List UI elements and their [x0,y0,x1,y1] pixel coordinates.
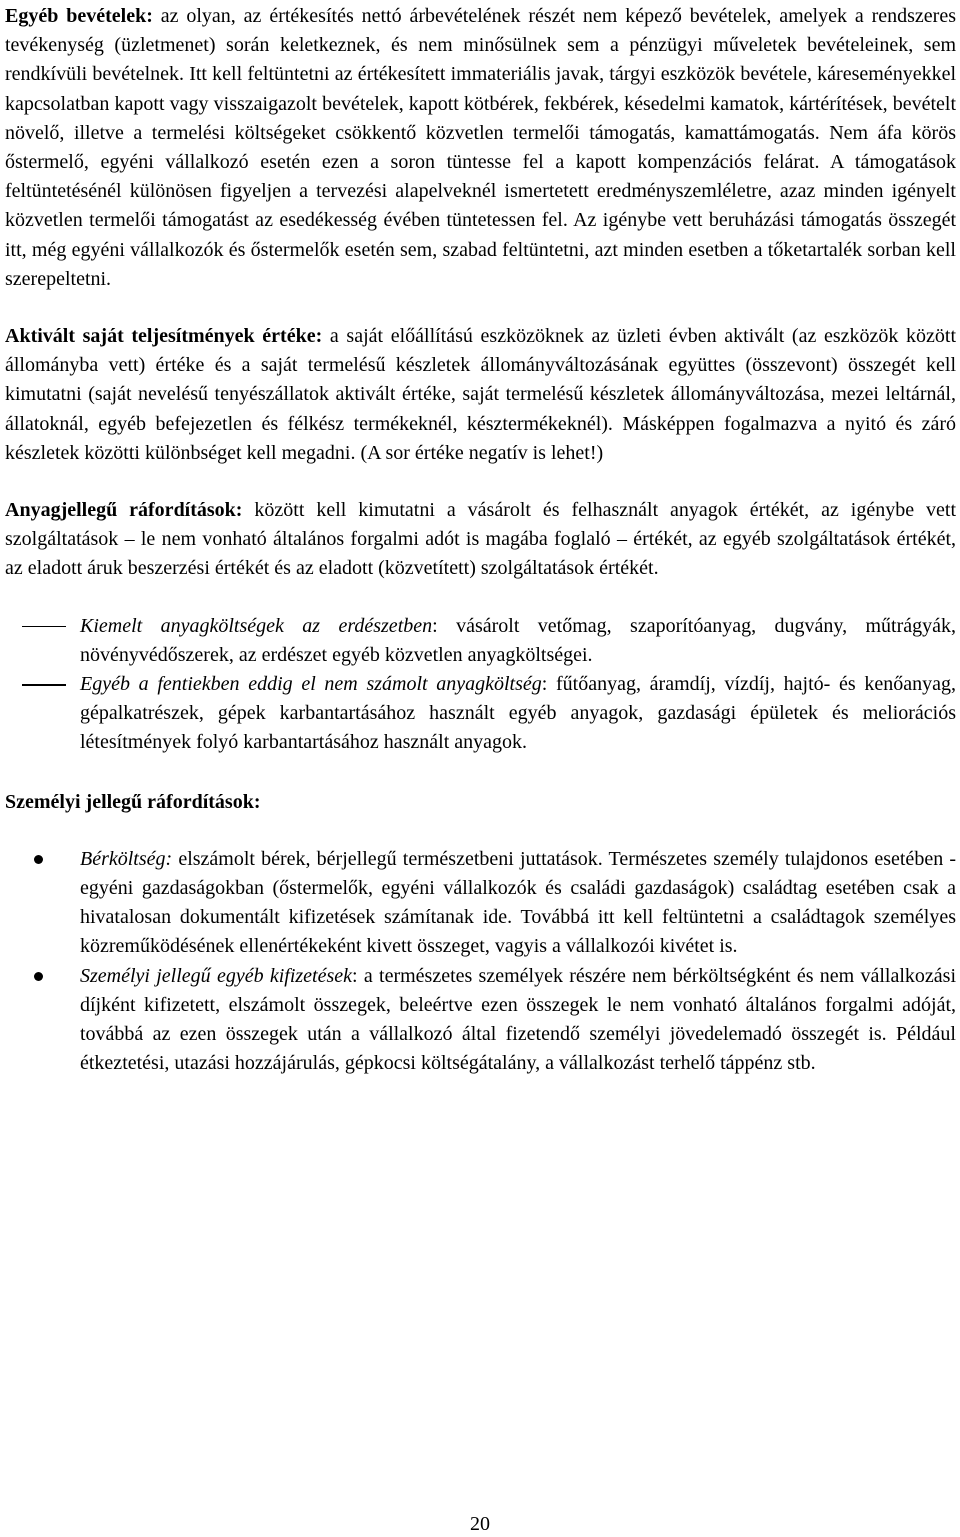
page-number: 20 [470,1513,490,1535]
document-page [5,0,956,1079]
text-anyagjellegu-raforditasok: között kell kimutatni a vásárolt és felhasznált anyagok értékét, az igénybe vett szolgáltatások – le nem vonható általános forgalmi adót is magába foglaló – értékét, az egyéb szolgáltatások értékét, az eladott áruk beszerzési értékét és az eladott (közvetített) szolgáltatások értékét. [5,499,956,580]
list-item-text: : fűtőanyag, áramdíj, vízdíj, hajtó- és kenőanyag, gépalkatrészek, gépek karbantartásához használt egyéb anyagok, gazdasági épületek és meliorációs létesítmények folyó karbantartásához használt anyagok. [80,673,956,754]
section-heading-szemelyi-raforditasok: Személyi jellegű ráfordítások: [5,790,261,813]
dash-list [5,612,956,758]
list-item-text: elszámolt bérek, bérjellegű természetbeni juttatások. Természetes személy tulajdonos esetében - egyéni gazdaságokban (őstermelők, egyéni vállalkozók és családi gazdaságok) családtag esetében csak a hivatalosan dokumentált kifizetések számítanak ide. Továbbá itt kell feltüntetni a családtagok személyes közreműködésének ellenértékeként kivett összeget, vagyis a vállalkozói kivétet is. [80,847,956,958]
list-item [5,612,956,670]
paragraph-egyeb-bevetelek [5,2,956,294]
dash-bullet-icon [22,684,66,686]
paragraph-aktivalt-teljesitmenyek [5,322,956,468]
text-aktivalt-teljesitmenyek: a saját előállítású eszközöknek az üzleti évben aktivált (az eszközök között állományba vett) értéke és a saját termelésű készletek állományváltozásának együttes (összevont) összegét kell kimutatni (saját nevelésű tenyészállatok aktivált értéke, saját termelésű készletek állományváltozása, mezei leltárnál, állatoknál, egyéb befejezetlen és félkész termékeknél, késztermékeknél). Másképpen fogalmazva a nyitó és záró készletek közötti különbséget kell megadni. (A sor értéke negatív is lehet!) [5,325,956,464]
term-anyagjellegu-raforditasok: Anyagjellegű ráfordítások: [5,499,243,522]
dash-bullet-icon [22,626,66,628]
dot-bullet-icon [34,855,43,864]
list-item [5,845,956,962]
list-item-term: Kiemelt anyagköltségek az erdészetben [80,614,433,637]
term-egyeb-bevetelek: Egyéb bevételek: [5,5,153,27]
list-item-text: : a természetes személyek részére nem bérköltségként és nem vállalkozási díjként kifizetett, elszámolt összegek, beleértve ezen összegek le nem vonható általános forgalmi adóját, továbbá az ezen összegek után a vállalkozó által fizetendő személyi jövedelemadó összegét is. Például étkeztetési, utazási hozzájárulás, gépkocsi költségátalány, a vállalkozást terhelő táppénz stb. [80,964,956,1075]
term-aktivalt-teljesitmenyek: Aktivált saját teljesítmények értéke: [5,325,323,348]
list-item-term: Személyi jellegű egyéb kifizetések [80,964,353,987]
list-item-term: Bérköltség: [80,847,173,870]
list-item-term: Egyéb a fentiekben eddig el nem számolt anyagköltség [80,673,542,696]
text-egyeb-bevetelek: az olyan, az értékesítés nettó árbevételének részét nem képező bevételek, amelyek a rendszeres tevékenység (üzletmenet) során keletkeznek, és nem minősülnek sem a pénzügyi műveletek bevételeinek, sem rendkívüli bevételnek. Itt kell feltüntetni az értékesített immateriális javak, tárgyi eszközök bevétele, káreseményekkel kapcsolatban kapott vagy visszaigazolt bevételek, kapott kötbérek, fekbérek, késedelmi kamatok, kártérítések, bevételt növelő, illetve a termelési költségeket csökkentő közvetlen termelői támogatás, kamattámogatás. Nem áfa körös őstermelő, egyéni vállalkozó esetén ezen a soron tüntesse fel a kapott kompenzációs felárat. A támogatások feltüntetésénél különösen figyeljen a tervezési alapelveknél ismertetett eredményszemléletre, azaz minden igényelt közvetlen termelői támogatást az esedékesség évében tüntetessen fel. Az igénybe vett beruházási támogatás összegét itt, még egyéni vállalkozók és őstermelők esetén sem, szabad feltüntetni, azt minden esetben a tőketartalék sorban kell szerepeltetni. [5,5,956,290]
list-item [5,962,956,1079]
list-item-text: : vásárolt vetőmag, szaporítóanyag, dugvány, műtrágyák, növényvédőszerek, az erdészet egyéb közvetlen anyagköltségei. [80,614,956,666]
dot-bullet-icon [34,972,43,981]
bullet-list [5,845,956,1079]
paragraph-anyagjellegu-raforditasok [5,496,956,584]
list-item [5,670,956,758]
